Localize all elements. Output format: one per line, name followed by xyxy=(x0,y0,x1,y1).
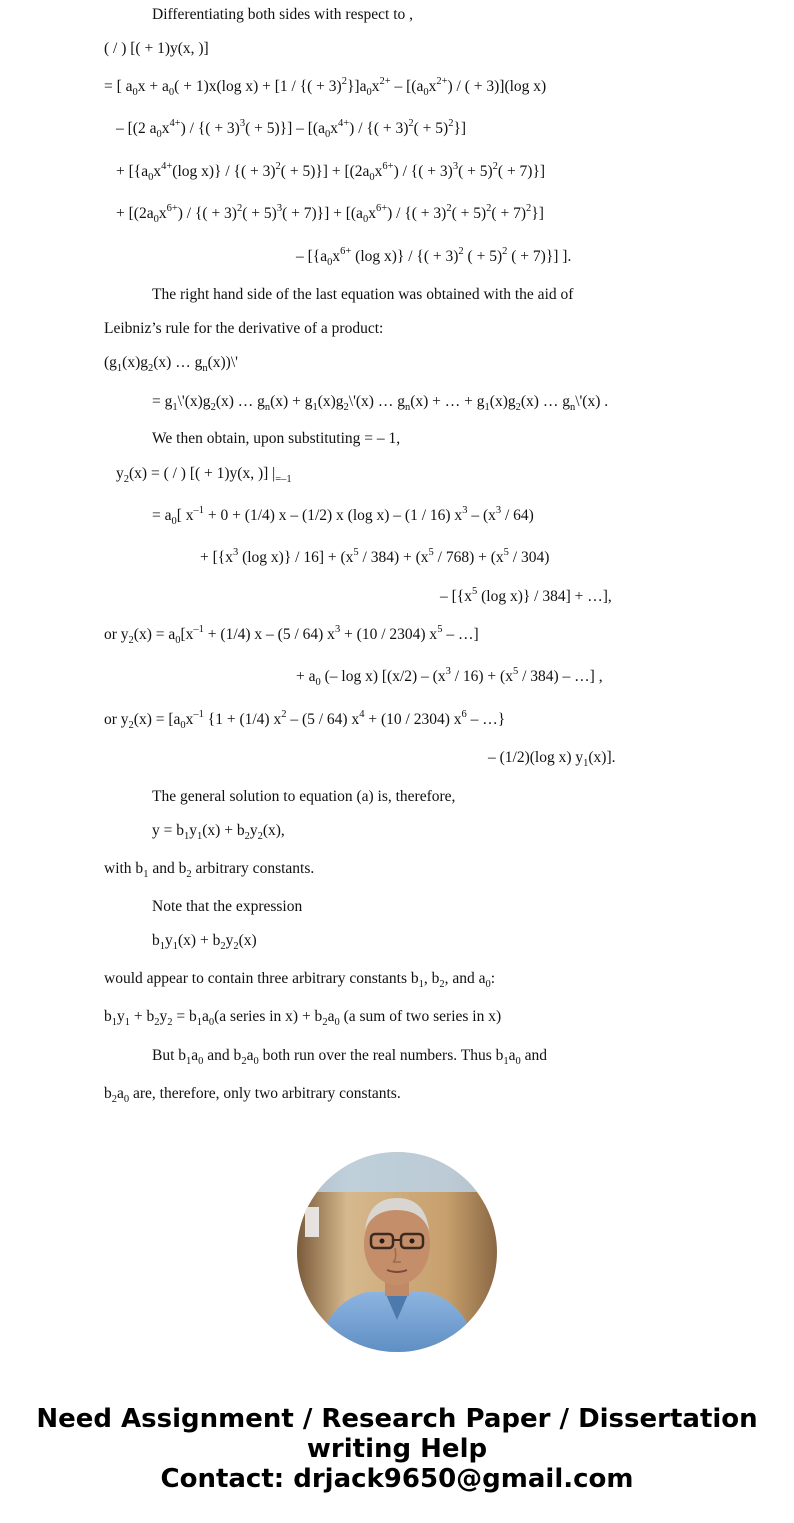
promo-heading-line-2: writing Help xyxy=(306,1434,488,1464)
equation-derivative: ( / ) [( + 1)y(x, )] xyxy=(104,40,209,57)
equation-product: ($g_1(x)g_2(x)$ … $g_n(x))\backslash'$ xyxy=(104,354,238,374)
author-portrait xyxy=(297,1152,497,1352)
equation-y2-alt-1: or $y_2(x) = a_0[x^{-1} + (1/4)$ x – (5 / 64) $x^3 + (10 / 2304)$ $x^5$ – …] xyxy=(104,624,479,646)
equation-general: $y = b_1y_1(x) + b_2y_2(x)$, xyxy=(152,822,285,842)
paragraph-leibniz-cont: Leibniz’s rule for the derivative of a product: xyxy=(104,320,384,337)
equation-y2-line-3: – [{$x^5$ (log x)} / 384] + …], xyxy=(440,586,612,605)
paragraph-leibniz: The right hand side of the last equation was obtained with the aid of xyxy=(152,286,574,303)
equation-y2-def: $y_2(x)$ = ( / ) [( + 1)y(x, )] $|_{=-1}$ xyxy=(116,465,292,485)
equation-y2-final-2: – (1/2)(log x) $y_1(x)$]. xyxy=(488,749,616,769)
paragraph-general: The general solution to equation (a) is, therefore, xyxy=(152,788,456,805)
paragraph-note: Note that the expression xyxy=(152,898,303,915)
equation-line-2: – [(2 $a_0x^{4+}$) / {( + $3)^3( + 5)\}] - [(a_0x^{4+})$ / {( + $3)^2( + 5)^2$}] xyxy=(116,118,467,140)
equation-y2-line-2: + [{$x^3$ (log $x)\} / 16] + (x^5 / 384) + (x^5 / 768) + (x^5 / 304)$ xyxy=(200,547,550,566)
equation-y2-line-1: = $a_0$[ $x^{-1} + 0 + (1/4)$ x – (1/2) x (log x) – (1 / 16) $x^3 - (x^3 / 64)$ xyxy=(152,505,534,527)
equation-constants: $b_1y_1 + b_2y_2 = b_1a_0(a$ series in $x) + b_2a_0$ (a sum of two series in x) xyxy=(104,1008,502,1028)
equation-line-1: = [ $a_0x + a_0( + 1)x(\log$ x) + [1 / {( + $3)^2\}]a_0x^{2+} - [(a_0x^{2+})$ / ( + 3)](log x) xyxy=(104,76,547,98)
equation-y2-final-1: or $y_2(x) = [a_0x^{-1}$ {1 + (1/4) $x^2 - (5 / 64) x^4 + (10 / 2304)$ $x^6$ – …} xyxy=(104,709,506,731)
promo-contact: Contact: drjack9650@gmail.com xyxy=(160,1464,634,1494)
paragraph-but: But $b_1a_0$ and $b_2a_0$ both run over the real numbers. Thus $b_1a_0$ and xyxy=(152,1047,548,1067)
equation-line-3: + [{$a_0x^{4+}(\log$ x)} / {( + $3)^2( + 5)\}] + [(2a_0x^{6+})$ / {( + $3)^3( + 5)^2( + 7)$}] xyxy=(116,161,546,183)
equation-y2-alt-2: + $a_0$ (– log x) [$(x/2) - (x^3 / 16) + (x^5 / 384)$ – …] , xyxy=(296,666,603,688)
promo-heading-line-1: Need Assignment / Research Paper / Dissertation xyxy=(36,1404,758,1434)
paragraph-conclusion: $b_2a_0$ are, therefore, only two arbitrary constants. xyxy=(104,1085,401,1105)
equation-expression: $b_1y_1(x) + b_2y_2(x)$ xyxy=(152,932,257,952)
equation-product-rule: = $g_1\backslash'(x)g_2(x)$ … $g_n(x)$ + $g_1(x)g_2\backslash'(x)$ … $g_n(x)$ + … + $g_1(x)g_2(x)$ … $g_n\backslash'(x)$ . xyxy=(152,393,609,413)
equation-line-4: + [$(2a_0x^{6+})$ / {( + $3)^2( + 5)^3( + 7)\}] + [(a_0x^{6+})$ / {( + $3)^2( + 5)^2( + 7)^2$}] xyxy=(116,203,544,225)
paragraph-constants: with $b_1$ and $b_2$ arbitrary constants. xyxy=(104,860,315,880)
paragraph-substitute: We then obtain, upon substituting = – 1, xyxy=(152,430,401,447)
paragraph-intro: Differentiating both sides with respect to , xyxy=(152,6,414,23)
author-avatar xyxy=(297,1152,497,1352)
equation-line-5: – [{$a_0x^{6+}$ (log x)} / {( + 3)$^2$ ( + 5)$^2$ ( + 7)}] ]. xyxy=(296,246,572,268)
paragraph-three-constants: would appear to contain three arbitrary constants $b_1$, $b_2$, and $a_0$: xyxy=(104,970,496,990)
